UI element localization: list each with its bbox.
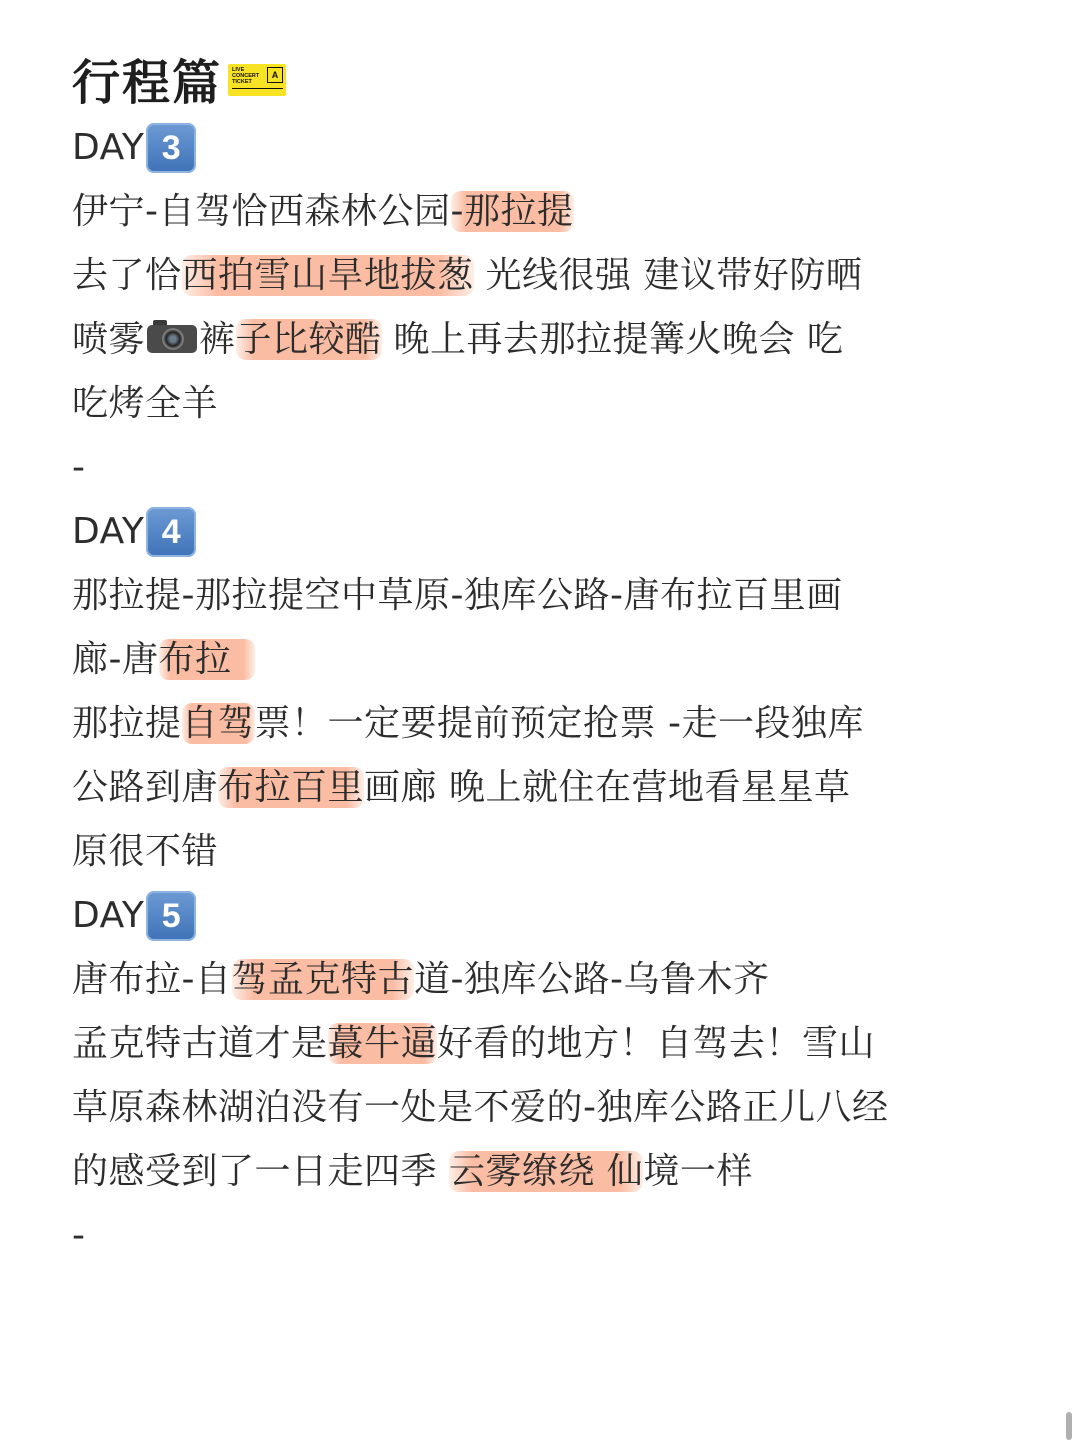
body-text: 草原森林湖泊没有一处是不爱的-独库公路正儿八经 bbox=[72, 1087, 889, 1128]
keycap-4-icon: 4 bbox=[146, 507, 196, 557]
note-content bbox=[72, 40, 1032, 1268]
highlighted-text: 布拉百里 bbox=[218, 767, 365, 808]
title-row bbox=[72, 40, 1032, 116]
highlighted-text: 西拍雪山旱地拔葱 bbox=[181, 255, 474, 296]
body-text: 光线很强 建议带好防晒 bbox=[473, 255, 863, 296]
route-text: 道-独库公路-乌鲁木齐 bbox=[414, 959, 770, 1000]
day-heading-3 bbox=[72, 116, 1032, 180]
ticket-footer bbox=[232, 88, 283, 93]
day5-body-line-1 bbox=[72, 1012, 1032, 1076]
route-text: 伊宁-自驾恰西森林公园 bbox=[72, 191, 451, 232]
highlighted-text: 自驾 bbox=[181, 703, 255, 744]
day5-route bbox=[72, 948, 1032, 1012]
day-heading-4 bbox=[72, 500, 1032, 564]
keycap-3-icon: 3 bbox=[146, 123, 196, 173]
keycap-5-icon: 5 bbox=[146, 891, 196, 941]
highlighted-text: 布拉 bbox=[158, 639, 256, 680]
body-text: 画廊 晚上就住在营地看星星草 bbox=[364, 767, 851, 808]
body-text: 原很不错 bbox=[72, 831, 219, 872]
day-label: DAY bbox=[72, 895, 145, 936]
day-label: DAY bbox=[72, 511, 145, 552]
day4-body-line-3 bbox=[72, 820, 1032, 884]
route-text: 那拉提-那拉提空中草原-独库公路-唐布拉百里画 bbox=[72, 575, 843, 616]
body-text: 票！一定要提前预定抢票 -走一段独库 bbox=[254, 703, 864, 744]
day4-route-line-2 bbox=[72, 628, 1032, 692]
highlighted-text: 云雾缭绕 仙 bbox=[448, 1151, 644, 1192]
day4-body-line-1 bbox=[72, 692, 1032, 756]
highlighted-text: 驾孟克特古 bbox=[231, 959, 415, 1000]
highlighted-text: 子比较酷 bbox=[235, 319, 382, 360]
body-text: 晚上再去那拉提篝火晚会 吃 bbox=[381, 319, 844, 360]
body-text: 境一样 bbox=[643, 1151, 753, 1192]
body-text: 吃烤全羊 bbox=[72, 383, 219, 424]
separator: - bbox=[72, 1215, 86, 1256]
body-text: 去了恰 bbox=[72, 255, 182, 296]
day5-body-line-3 bbox=[72, 1140, 1032, 1204]
separator: - bbox=[72, 447, 86, 488]
day3-body-line-3 bbox=[72, 372, 1032, 436]
route-text: 廊-唐 bbox=[72, 639, 159, 680]
body-text: 喷雾 bbox=[72, 319, 146, 360]
scrollbar[interactable] bbox=[1066, 1412, 1072, 1440]
ticket-zone: A bbox=[267, 67, 283, 83]
day-heading-5 bbox=[72, 884, 1032, 948]
day4-route-line-1 bbox=[72, 564, 1032, 628]
day-label: DAY bbox=[72, 127, 145, 168]
concert-ticket-icon bbox=[228, 64, 286, 96]
day5-body-line-2 bbox=[72, 1076, 1032, 1140]
day3-body-line-1 bbox=[72, 244, 1032, 308]
body-text: 裤 bbox=[199, 319, 236, 360]
ticket-text: LIVE CONCERT TICKET bbox=[232, 67, 260, 85]
body-text: 好看的地方！自驾去！雪山 bbox=[437, 1023, 876, 1064]
body-text: 那拉提 bbox=[72, 703, 182, 744]
route-text: 唐布拉-自 bbox=[72, 959, 232, 1000]
body-text: 公路到唐 bbox=[72, 767, 219, 808]
day3-route bbox=[72, 180, 1032, 244]
highlighted-text: -那拉提 bbox=[450, 191, 574, 232]
day3-body-line-2 bbox=[72, 308, 1032, 372]
highlighted-text: 蕞牛逼 bbox=[327, 1023, 438, 1064]
body-text: 孟克特古道才是 bbox=[72, 1023, 328, 1064]
body-text: 的感受到了一日走四季 bbox=[72, 1151, 449, 1192]
page-title: 行程篇 bbox=[72, 54, 223, 111]
day4-body-line-2 bbox=[72, 756, 1032, 820]
camera-icon bbox=[147, 319, 197, 355]
